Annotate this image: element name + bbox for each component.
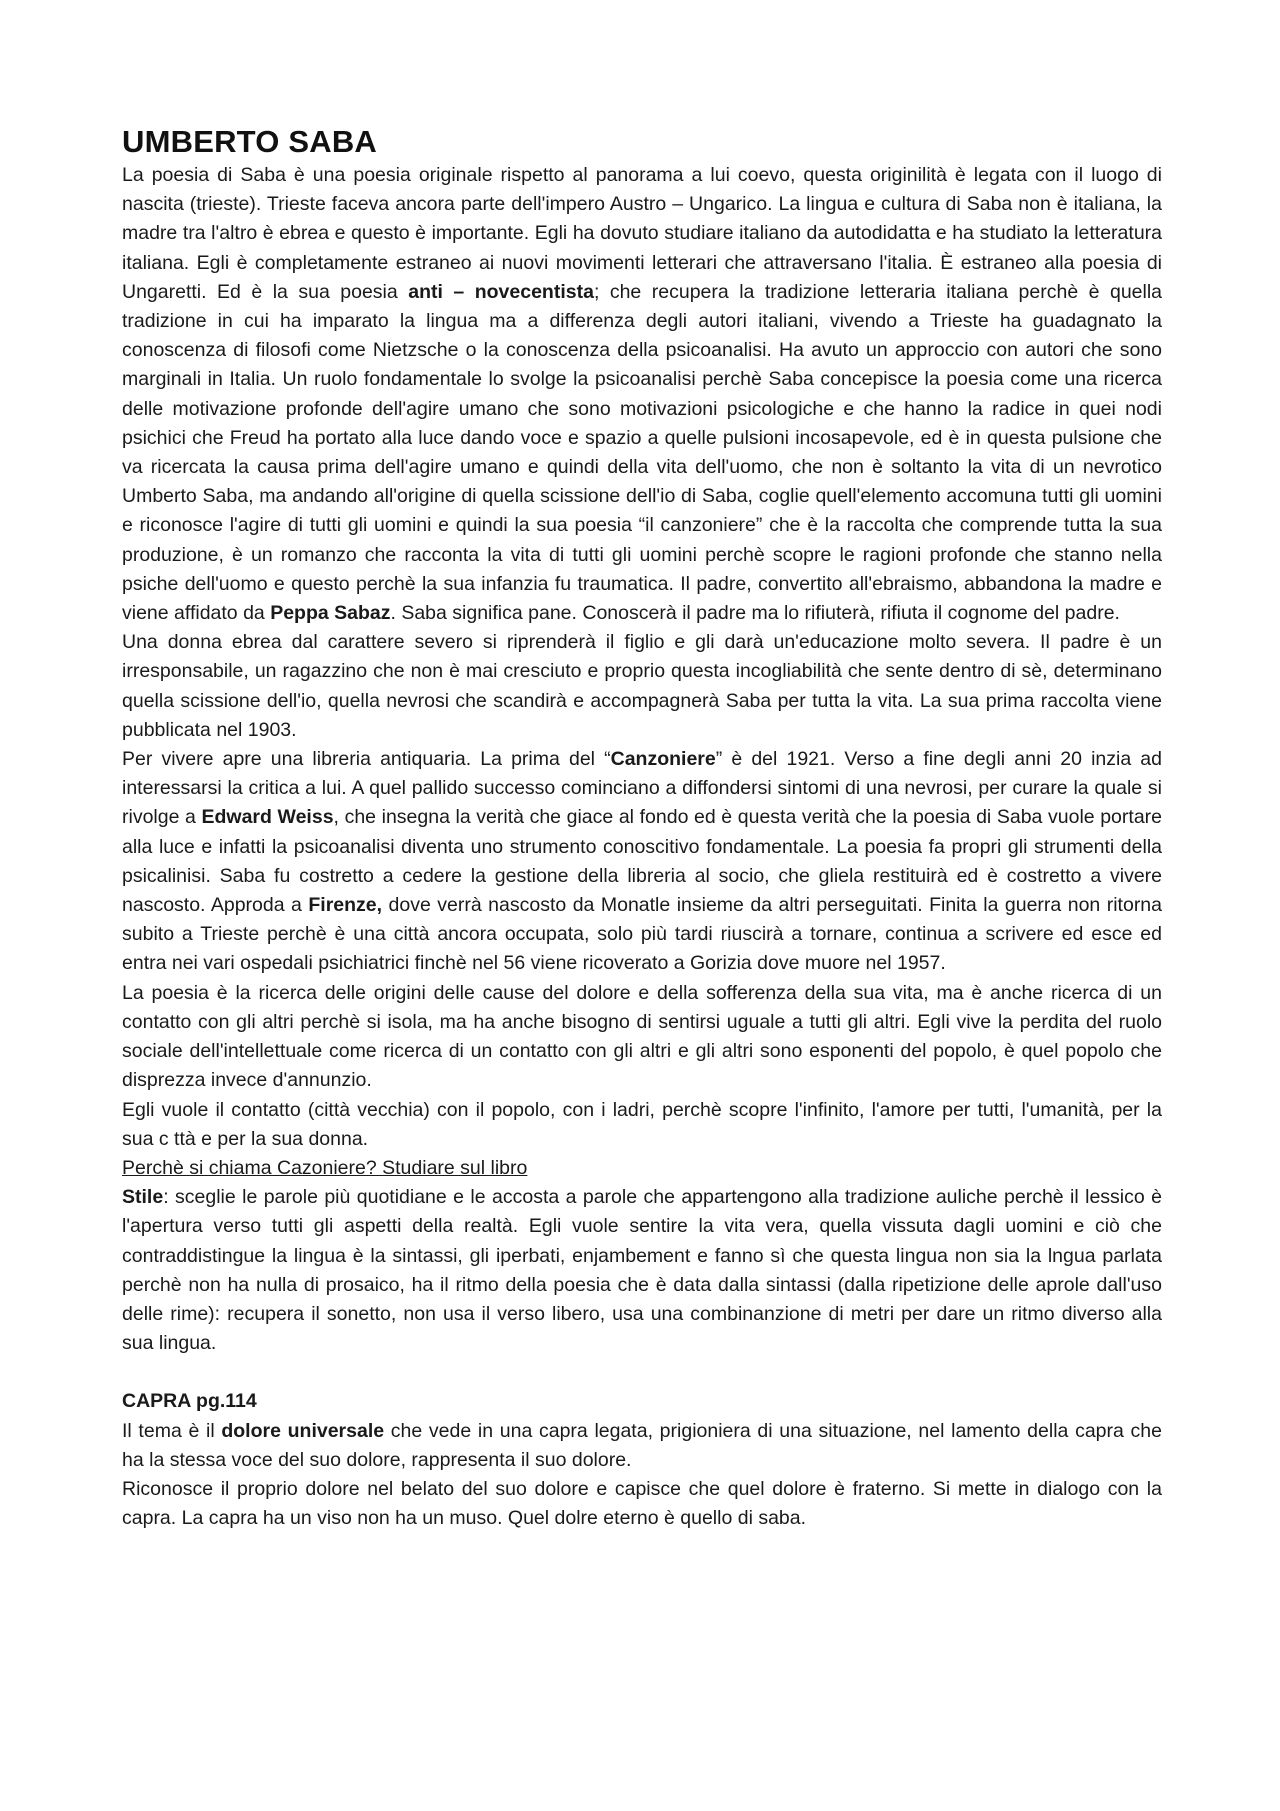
paragraph-madre: Una donna ebrea dal carattere severo si riprenderà il figlio e gli darà un'educazione molto severa. Il padre è un irresponsabile, un ragazzino che non è mai cresciuto e proprio questa incogliabilità che sente dentro di sè, determinano quella scissione dell'io, quella nevrosi che scandirà e accompagnerà Saba per tutta la vita. La sua prima raccolta viene pubblicata nel 1903. (122, 631, 1162, 741)
bold-canzoniere: Canzoniere (610, 748, 716, 771)
paragraph-intro: La poesia di Saba è una poesia originale rispetto al panorama a lui coevo, questa originilità è legata con il luogo di nascita (trieste). Trieste faceva ancora parte dell'impero Austro – Ungarico. La lingua e cultura di Saba non è italiana, la madre tra l'altro è ebrea e questo è importante. Egli ha dovuto studiare italiano da autodidatta e ha studiato la letteratura italiana. Egli è completamente estraneo ai nuovi movimenti letterari che attraversano l'italia. È estraneo alla poesia di Ungaretti. Ed è la sua poesia anti – novecentista; che recupera la tradizione letteraria italiana perchè è quella tradizione in cui ha imparato la lingua ma a differenza degli autori italiani, vivendo a Trieste ha guadagnato la conoscenza di filosofi come Nietzsche o la conoscenza della psicoanalisi. Ha avuto un approccio con autori che sono marginali in Italia. Un ruolo fondamentale lo svolge la psicoanalisi perchè Saba concepisce la poesia come una ricerca delle motivazione profonde dell'agire umano che sono motivazioni psicologiche e che hanno la radice in quei nodi psichici che Freud ha portato alla luce dando voce e spazio a quelle pulsioni incosapevole, ed è in questa pulsione che va ricercata la causa prima dell'agire umano e quindi della vita dell'uomo, che non è soltanto la vita di un nevrotico Umberto Saba, ma andando all'origine di quella scissione dell'io di Saba, coglie quell'elemento accomuna tutti gli uomini e riconosce l'agire di tutti gli uomini e quindi la sua poesia “il canzoniere” che è la raccolta che comprende tutta la sua produzione, è un romanzo che racconta la vita di tutti gli uomini perchè scopre le ragioni profonde che stanno nella psiche dell'uomo e questo perchè la sua infanzia fu traumatica. Il padre, convertito all'ebraismo, abbandona la madre e viene affidato da Peppa Sabaz. Saba significa pane. Conoscerà il padre ma lo rifiuterà, rifiuta il cognome del padre. (122, 164, 1163, 625)
paragraph-stile: Stile: sceglie le parole più quotidiane e le accosta a parole che appartengono alla tradizione auliche perchè il lessico è l'apertura verso tutti gli aspetti della realtà. Egli vuole sentire la vita vera, quella vissuta dagli uomini e ciò che contraddistingue la lingua è la sintassi, gli iperbati, enjambement e fanno sì che questa lingua non sia la lngua parlata perchè non ha nulla di prosaico, ha il ritmo della poesia che è data dalla sintassi (dalla ripetizione delle aprole dall'uso delle rime): recupera il sonetto, non usa il verso libero, usa una combinanzione di metri per dare un ritmo diverso alla sua lingua. (122, 1186, 1162, 1355)
paragraph-ricerca: La poesia è la ricerca delle origini delle cause del dolore e della sofferenza della sua vita, ma è anche ricerca di un contatto con gli altri perchè si isola, ma ha anche bisogno di sentirsi uguale a tutti gli altri. Egli vive la perdita del ruolo sociale dell'intellettuale come ricerca di un contatto con gli altri e gli altri sono esponenti del popolo, è quel popolo che disprezza invece d'annunzio. (122, 981, 1162, 1092)
paragraph-riconosce: Riconosce il proprio dolore nel belato del suo dolore e capisce che quel dolore è fraterno. Si mette in dialogo con la capra. La capra ha un viso non ha un muso. Quel dolre eterno è quello di saba. (122, 1477, 1162, 1530)
page-title: UMBERTO SABA (122, 124, 378, 159)
document-page (122, 125, 1162, 1533)
blank-line (122, 1358, 1162, 1387)
paragraph-contatto: Egli vuole il contatto (città vecchia) con il popolo, con i ladri, perchè scopre l'infinito, l'amore per tutti, l'umanità, per la sua c ttà e per la sua donna. (122, 1098, 1162, 1150)
bold-peppa-sabaz: Peppa Sabaz (270, 602, 391, 625)
bold-anti-novecentista: anti – novecentista (408, 280, 594, 303)
section-heading-capra: CAPRA pg.114 (122, 1390, 257, 1413)
bold-firenze: Firenze, (308, 894, 383, 917)
bold-stile: Stile (122, 1186, 164, 1209)
bold-edward-weiss: Edward Weiss (201, 806, 334, 829)
underlined-note: Perchè si chiama Cazoniere? Studiare sul libro (122, 1156, 528, 1179)
bold-dolore-universale: dolore universale (221, 1419, 385, 1442)
paragraph-libreria: Per vivere apre una libreria antiquaria. La prima del “Canzoniere” è del 1921. Verso a fine degli anni 20 inzia ad interessarsi la critica a lui. A quel pallido successo cominciano a diffondersi sintomi di una nevrosi, per curare la quale si rivolge a Edward Weiss, che insegna la verità che giace al fondo ed è questa verità che la poesia di Saba vuole portare alla luce e infatti la psicoanalisi diventa uno strumento conoscitivo fondamentale. La poesia fa propri gli strumenti della psicalinisi. Saba fu costretto a cedere la gestione della libreria al socio, che gliela restituirà ed è costretto a vivere nascosto. Approda a Firenze, dove verrà nascosto da Monatle insieme da altri perseguitati. Finita la guerra non ritorna subito a Trieste perchè è una città ancora occupata, solo più tardi riuscirà a tornare, continua a scrivere ed esce ed entra nei vari ospedali psichiatrici finchè nel 56 viene ricoverato a Gorizia dove muore nel 1957. (122, 748, 1163, 975)
paragraph-tema: Il tema è il dolore universale che vede in una capra legata, prigioniera di una situazione, nel lamento della capra che ha la stessa voce del suo dolore, rappresenta il suo dolore. (122, 1419, 1162, 1471)
